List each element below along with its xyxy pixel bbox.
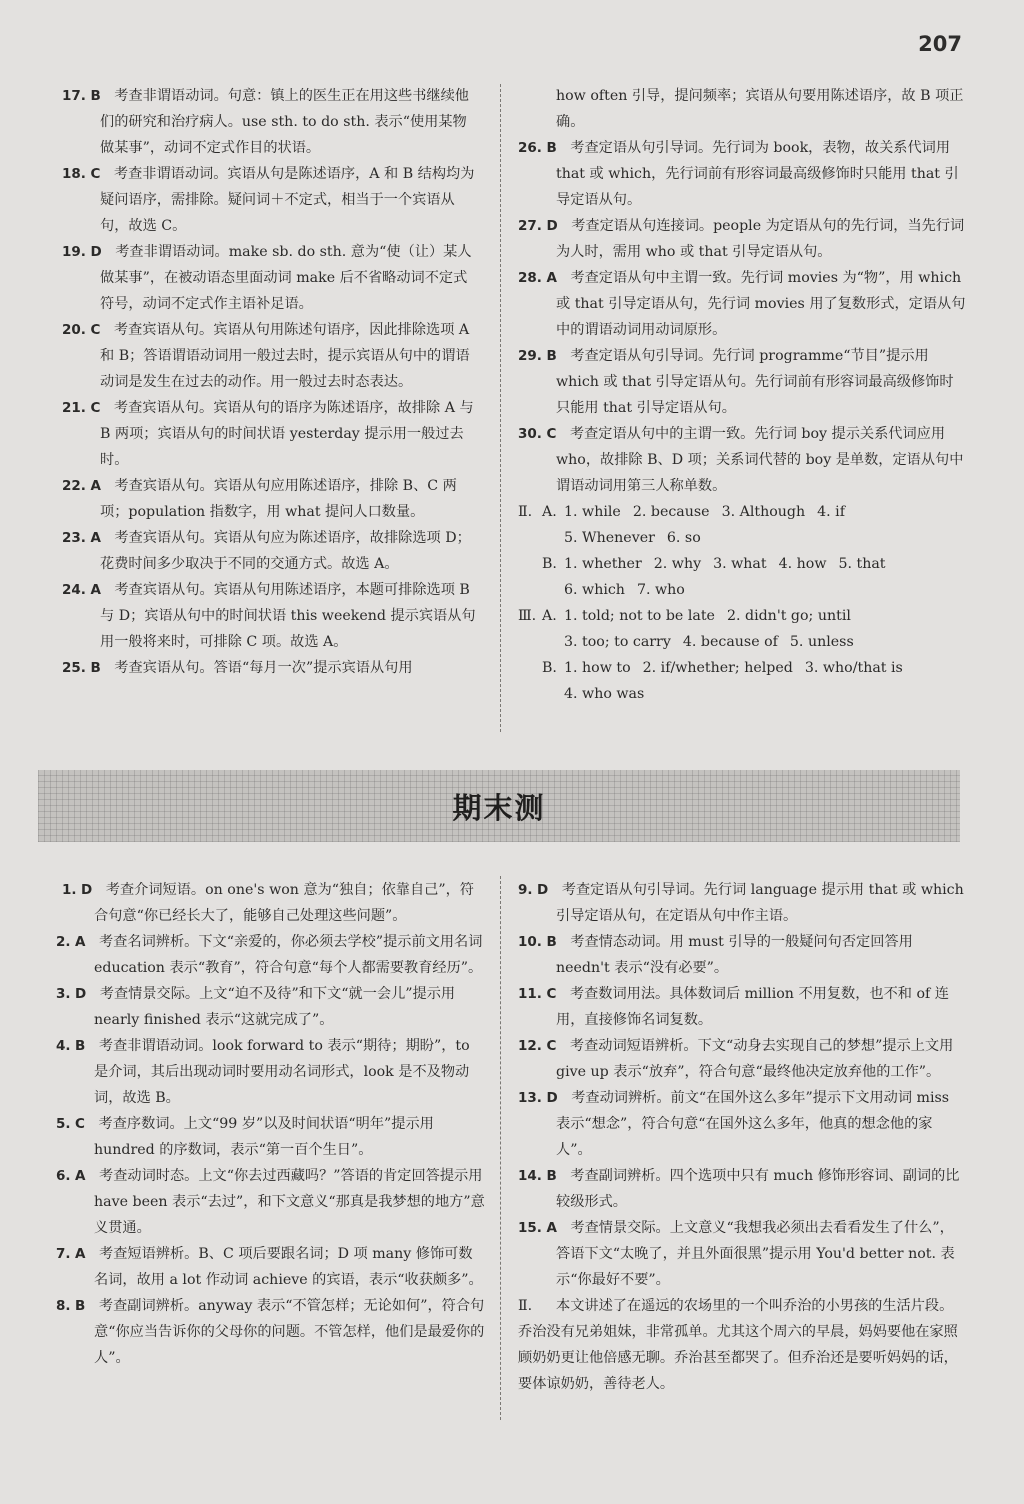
passage-summary: Ⅱ. 本文讲述了在遥远的农场里的一个叫乔治的小男孩的生活片段。乔治没有兄弟姐妹，非常孤单。尤其这个周六的早晨，妈妈要他在家照顾奶奶更让他倍感无聊。乔治甚至都哭了。但乔治还是要听妈妈的话，要体谅奶奶，善待老人。 <box>518 1298 958 1392</box>
answer-item: 29. B 考查定语从句引导词。先行词 programme“节目”提示用 which 或 that 引导定语从句。先行词前有形容词最高级修饰时只能用 that 引导定语从句。 <box>518 348 954 416</box>
answer-item: 5. C 考查序数词。上文“99 岁”以及时间状语“明年”提示用 hundred 的序数词，表示“第一百个生日”。 <box>56 1116 434 1158</box>
answer-item: 13. D 考查动词辨析。前文“在国外这么多年”提示下文用动词 miss 表示“想念”，符合句意“在国外这么多年，他真的想念他的家人”。 <box>518 1090 950 1158</box>
answer-item: 15. A 考查情景交际。上文意义“我想我必须出去看看发生了什么”，答语下文“太晚了，并且外面很黑”提示用 You'd better not. 表示“你最好不要”。 <box>518 1220 955 1288</box>
answer-item: 17. B 考查非谓语动词。句意：镇上的医生正在用这些书继续他们的研究和治疗病人。use sth. to do sth. 表示“使用某物做某事”，动词不定式作目的状语。 <box>62 88 469 156</box>
answer-item: 26. B 考查定语从句引导词。先行词为 book，表物，故关系代词用 that 或 which，先行词前有形容词最高级修饰时只能用 that 引导定语从句。 <box>518 140 959 208</box>
banner-title: 期末测 <box>452 790 546 825</box>
column-divider <box>500 84 501 732</box>
section-iii-answers: Ⅲ. A. 1. told; not to be late 2. didn't go; until 3. too; to carry 4. because of 5. unless B. 1. how to 2. if/whether; helped 3. who/that is 4. who was <box>518 608 903 702</box>
answer-column-top-left <box>62 83 480 681</box>
answer-item: 27. D 考查定语从句连接词。people 为定语从句的先行词，当先行词为人时，需用 who 或 that 引导定语从句。 <box>518 218 965 260</box>
answer-item: 21. C 考查宾语从句。宾语从句的语序为陈述语序，故排除 A 与 B 两项；宾语从句的时间状语 yesterday 提示用一般过去时。 <box>62 400 474 468</box>
answer-item: 18. C 考查非谓语动词。宾语从句是陈述语序，A 和 B 结构均为疑问语序，需排除。疑问词＋不定式，相当于一个宾语从句，故选 C。 <box>62 166 475 234</box>
answer-item: 8. B 考查副词辨析。anyway 表示“不管怎样；无论如何”，符合句意“你应当告诉你的父母你的问题。不管怎样，他们是最爱你的人”。 <box>56 1298 485 1366</box>
section-ii-answers: Ⅱ. A. 1. while 2. because 3. Although 4. if 5. Whenever 6. so B. 1. whether 2. why 3. what 4. how 5. that 6. which 7. who <box>518 504 886 598</box>
answer-item: 12. C 考查动词短语辨析。下文“动身去实现自己的梦想”提示上文用 give up 表示“放弃”，符合句意“最终他决定放弃他的工作”。 <box>518 1038 954 1080</box>
answer-item: 24. A 考查宾语从句。宾语从句用陈述语序，本题可排除选项 B 与 D；宾语从句中的时间状语 this weekend 提示宾语从句用一般将来时，可排除 C 项。故选 A。 <box>62 582 476 650</box>
page-number: 207 <box>918 32 962 56</box>
answer-item: 20. C 考查宾语从句。宾语从句用陈述句语序，因此排除选项 A 和 B；答语谓语动词用一般过去时，提示宾语从句中的谓语动词是发生在过去的动作。用一般过去时态表达。 <box>62 322 470 390</box>
answer-item: 2. A 考查名词辨析。下文“亲爱的，你必须去学校”提示前文用名词 education 表示“教育”，符合句意“每个人都需要教育经历”。 <box>56 934 483 976</box>
answer-item: 3. D 考查情景交际。上文“迫不及待”和下文“就一会儿”提示用 nearly finished 表示“这就完成了”。 <box>56 986 456 1028</box>
answer-item: 28. A 考查定语从句中主谓一致。先行词 movies 为“物”，用 which 或 that 引导定语从句，先行词 movies 用了复数形式，定语从句中的谓语动词用动词原形。 <box>518 270 966 338</box>
answer-column-top-right <box>518 83 966 707</box>
answer-continuation: how often 引导，提问频率；宾语从句要用陈述语序，故 B 项正确。 <box>556 88 964 130</box>
answer-item: 30. C 考查定语从句中的主谓一致。先行词 boy 提示关系代词应用 who，故排除 B、D 项；关系词代替的 boy 是单数，定语从句中谓语动词用第三人称单数。 <box>518 426 964 494</box>
answer-item: 14. B 考查副词辨析。四个选项中只有 much 修饰形容词、副词的比较级形式。 <box>518 1168 960 1210</box>
section-banner <box>38 770 960 842</box>
answer-item: 7. A 考查短语辨析。B、C 项后要跟名词；D 项 many 修饰可数名词，故用 a lot 作动词 achieve 的宾语，表示“收获颇多”。 <box>56 1246 483 1288</box>
answer-item: 1. D 考查介词短语。on one's won 意为“独自；依靠自己”，符合句意“你已经长大了，能够自己处理这些问题”。 <box>62 882 474 924</box>
answer-column-bottom-right <box>518 877 966 1397</box>
answer-item: 23. A 考查宾语从句。宾语从句应为陈述语序，故排除选项 D；花费时间多少取决于不同的交通方式。故选 A。 <box>62 530 471 572</box>
answer-column-bottom-left <box>34 877 486 1371</box>
answer-item: 10. B 考查情态动词。用 must 引导的一般疑问句否定回答用 needn't 表示“没有必要”。 <box>518 934 913 976</box>
answer-item: 19. D 考查非谓语动词。make sb. do sth. 意为“使（让）某人做某事”，在被动语态里面动词 make 后不省略动词不定式符号，动词不定式作主语补足语。 <box>62 244 472 312</box>
answer-item: 22. A 考查宾语从句。宾语从句应用陈述语序，排除 B、C 两项；population 指数字，用 what 提问人口数量。 <box>62 478 457 520</box>
answer-item: 9. D 考查定语从句引导词。先行词 language 提示用 that 或 which 引导定语从句，在定语从句中作主语。 <box>518 882 964 924</box>
answer-item: 4. B 考查非谓语动词。look forward to 表示“期待；期盼”，to 是介词，其后出现动词时要用动名词形式，look 是不及物动词，故选 B。 <box>56 1038 470 1106</box>
column-divider <box>500 876 501 1420</box>
answer-item: 25. B 考查宾语从句。答语“每月一次”提示宾语从句用 <box>62 660 413 676</box>
answer-item: 11. C 考查数词用法。具体数词后 million 不用复数，也不和 of 连用，直接修饰名词复数。 <box>518 986 949 1028</box>
answer-item: 6. A 考查动词时态。上文“你去过西藏吗？”答语的肯定回答提示用 have been 表示“去过”，和下文意义“那真是我梦想的地方”意义贯通。 <box>56 1168 485 1236</box>
